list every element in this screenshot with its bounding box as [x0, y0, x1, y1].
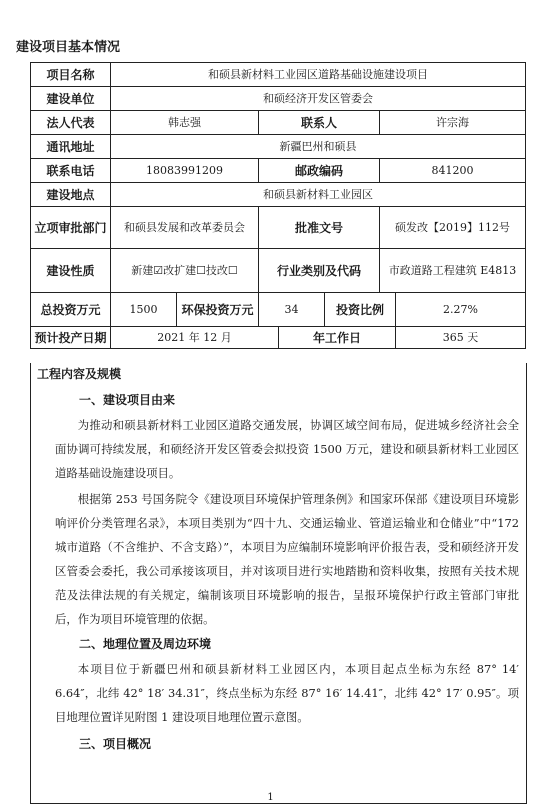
contact-label: 联系人: [259, 111, 380, 135]
workdays-label: 年工作日: [279, 327, 396, 349]
postcode-value: 841200: [380, 159, 526, 183]
paragraph-regulation: 根据第 253 号国务院令《建设项目环境保护管理条例》和国家环保部《建设项目环境影响评价分类管理名录》，本项目类别为“四十九、交通运输业、管道运输业和仓储业”中“172 城市道路（不含维护、不含支路）”，本项目为应编制环境影响评价报告表，受和硕经济开发区管委会委托，我公司承接该项目，并对该项目进行实地踏勘和资料收集，按照有关技术规范及法律法规的有关规定，编制该项目环境影响的报告，呈报环境保护行政主管部门审批后，作为项目环境管理的依据。: [55, 492, 519, 626]
phone-label: 联系电话: [31, 159, 111, 183]
address-label: 通讯地址: [31, 135, 111, 159]
approval-no-label: 批准文号: [259, 207, 380, 249]
heading-origin: 一、建设项目由来: [79, 393, 176, 407]
postcode-label: 邮政编码: [259, 159, 380, 183]
ratio-value: 2.27%: [396, 293, 526, 327]
paragraph-location: 本项目位于新疆巴州和硕县新材料工业园区内，本项目起点坐标为东经 87° 14′ 6.64″，北纬 42° 18′ 34.31″，终点坐标为东经 87° 16′ 14.41″，北纬 42° 17′ 0.95″。项目地理位置详见附图 1 建设项目地理位置示意图。: [55, 662, 519, 724]
invest-value: 1500: [111, 293, 177, 327]
legal-label: 法人代表: [31, 111, 111, 135]
heading-location: 二、地理位置及周边环境: [79, 637, 212, 651]
heading-overview: 三、项目概况: [79, 737, 152, 751]
approval-dept-label: 立项审批部门: [31, 207, 111, 249]
site-label: 建设地点: [31, 183, 111, 207]
industry-label: 行业类别及代码: [259, 249, 380, 293]
workdays-value: 365 天: [396, 327, 526, 349]
paragraph-origin: 为推动和硕县新材料工业园区道路交通发展，协调区域空间布局，促进城乡经济社会全面协调可持续发展，和硕经济开发区管委会拟投资 1500 万元，建设和硕县新材料工业园区道路基础设施建设项目。: [55, 418, 519, 480]
ratio-label: 投资比例: [325, 293, 396, 327]
nature-label: 建设性质: [31, 249, 111, 293]
project-content-section: [30, 363, 527, 804]
project-info-table: [30, 62, 526, 349]
project-name-value: 和硕县新材料工业园区道路基础设施建设项目: [111, 63, 526, 87]
page-number: 1: [267, 792, 274, 803]
invest-label: 总投资万元: [31, 293, 111, 327]
nature-value: 新建☑改扩建☐技改☐: [111, 249, 259, 293]
contact-value: 许宗海: [380, 111, 526, 135]
unit-label: 建设单位: [31, 87, 111, 111]
approval-no-value: 硕发改【2019】112号: [380, 207, 526, 249]
page-title: 建设项目基本情况: [16, 40, 121, 55]
section-title: 工程内容及规模: [37, 367, 122, 381]
approval-dept-value: 和硕县发展和改革委员会: [111, 207, 259, 249]
legal-value: 韩志强: [111, 111, 259, 135]
unit-value: 和硕经济开发区管委会: [111, 87, 526, 111]
industry-value: 市政道路工程建筑 E4813: [380, 249, 526, 293]
date-label: 预计投产日期: [31, 327, 111, 349]
date-value: 2021 年 12 月: [111, 327, 279, 349]
env-invest-value: 34: [259, 293, 325, 327]
phone-value: 18083991209: [111, 159, 259, 183]
address-value: 新疆巴州和硕县: [111, 135, 526, 159]
env-invest-label: 环保投资万元: [177, 293, 259, 327]
project-name-label: 项目名称: [31, 63, 111, 87]
site-value: 和硕县新材料工业园区: [111, 183, 526, 207]
